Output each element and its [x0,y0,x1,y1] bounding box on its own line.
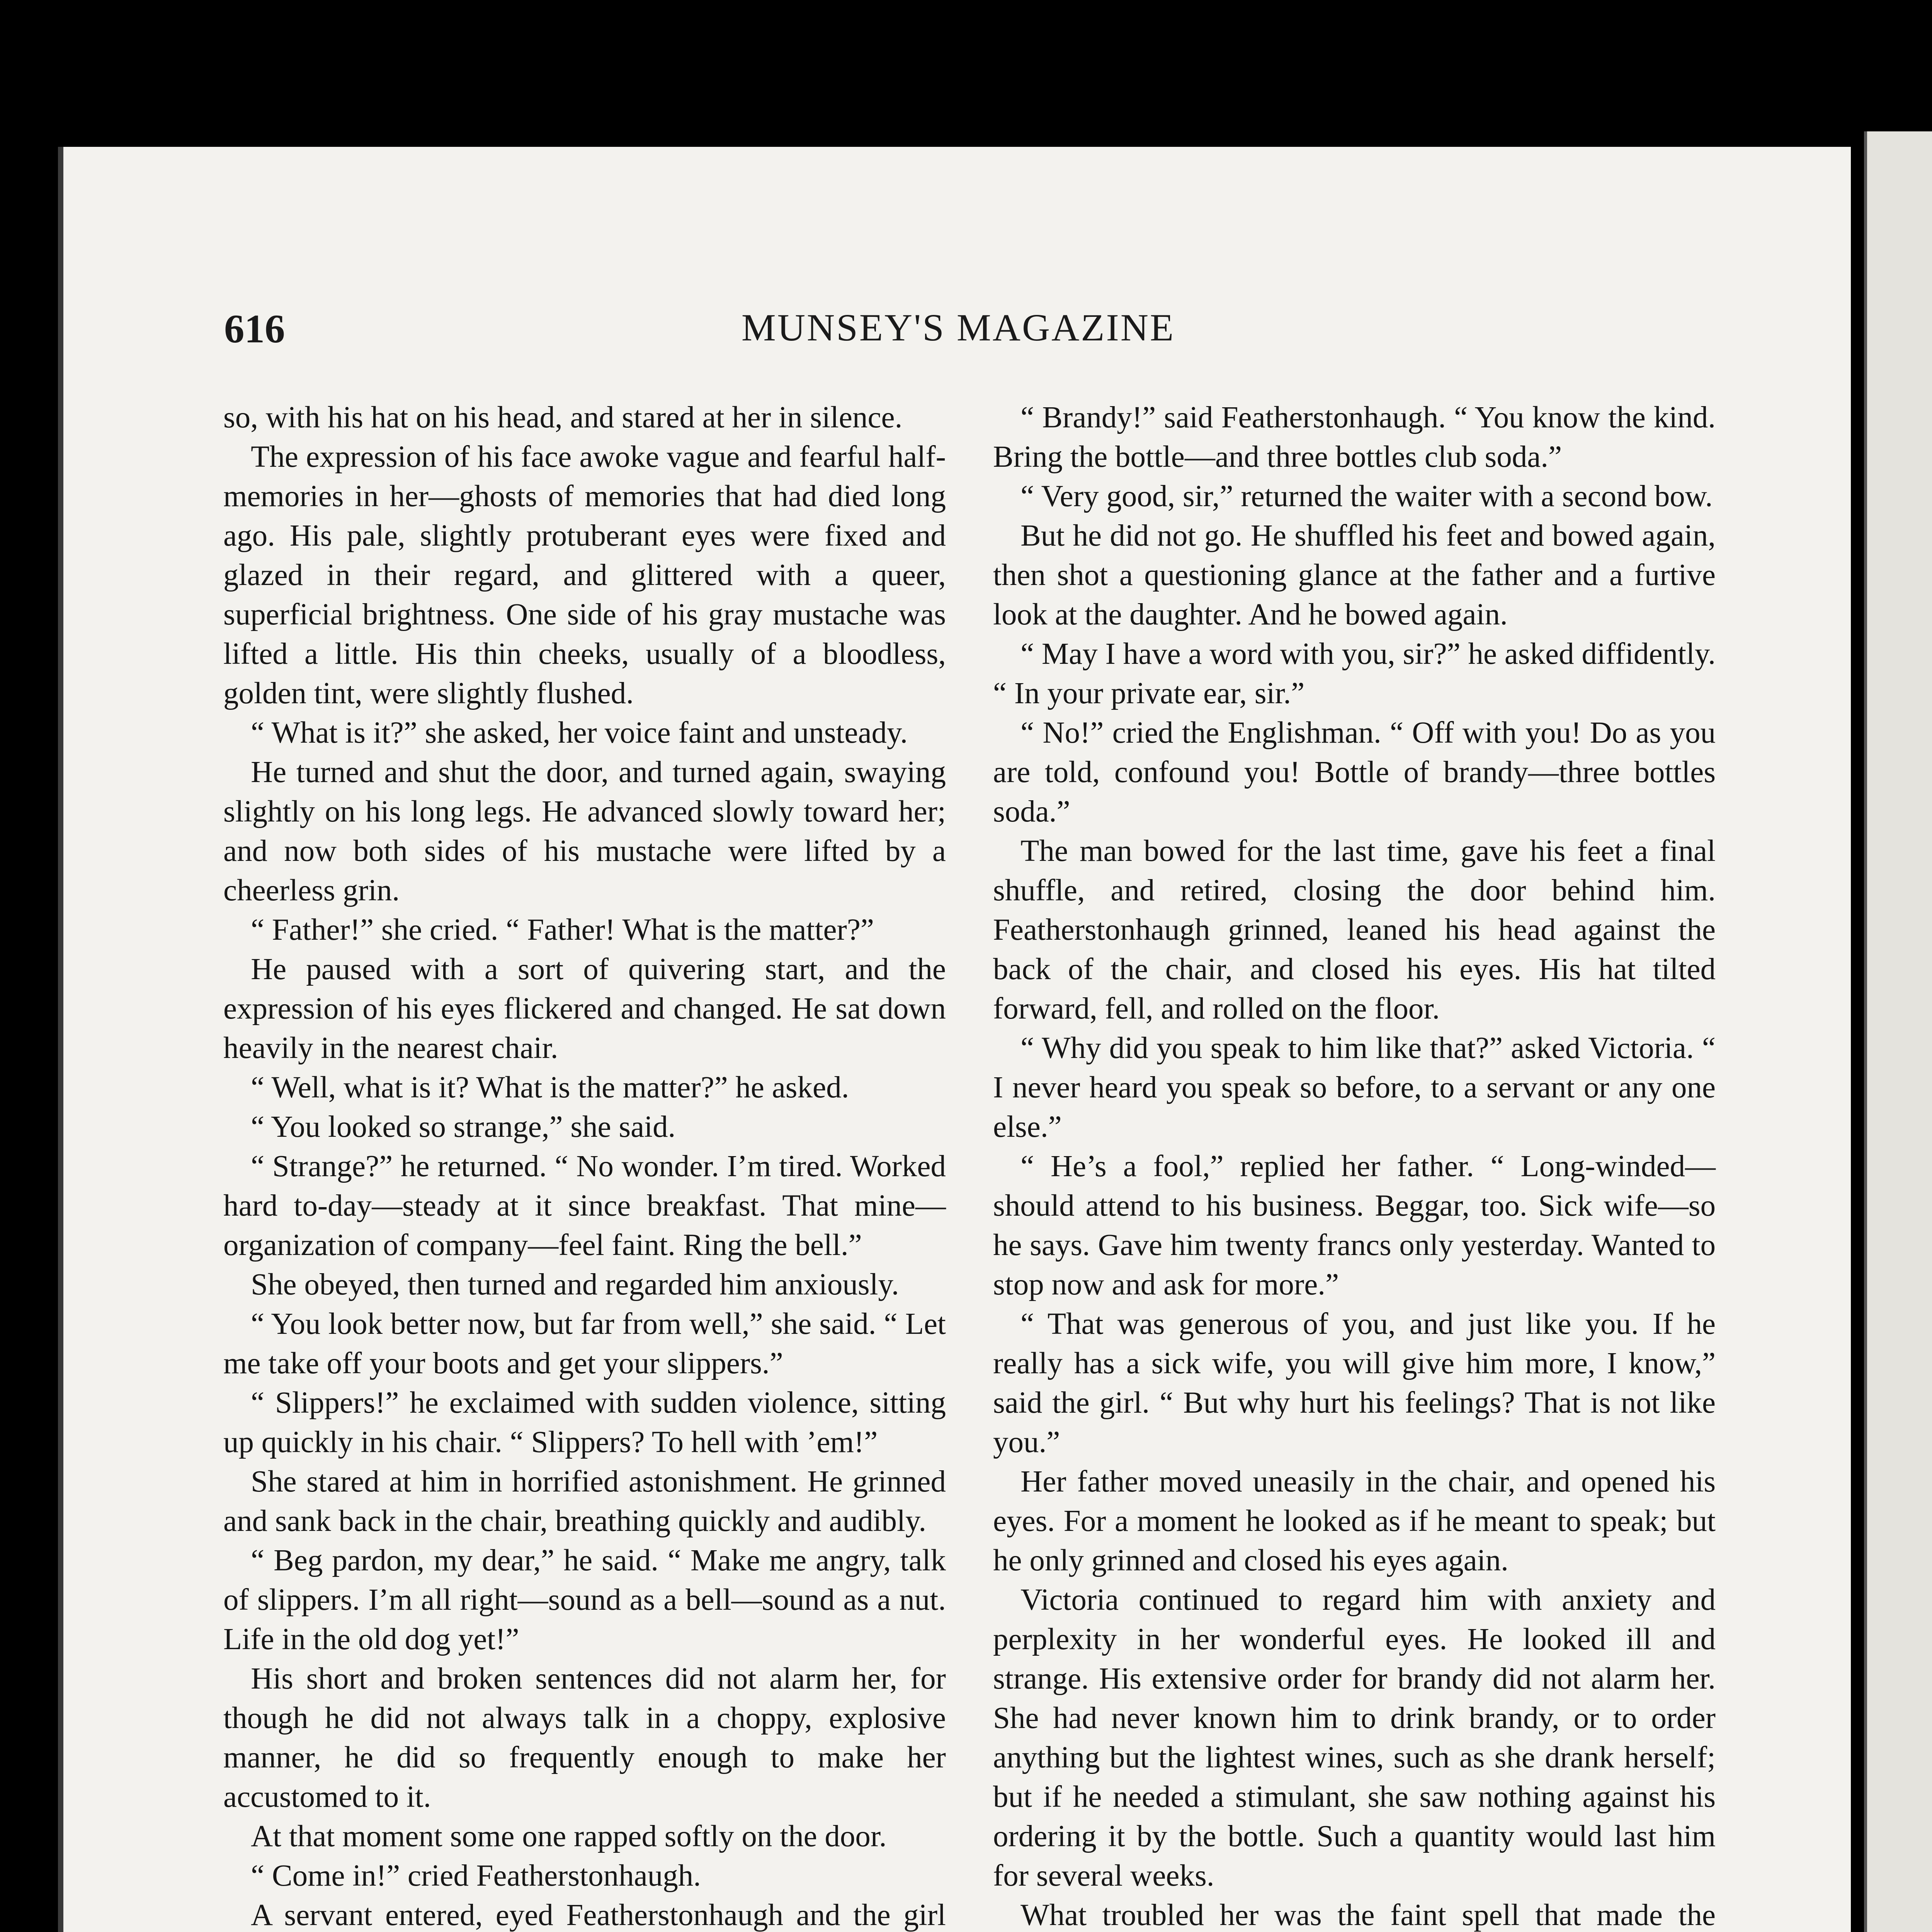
facing-page-edge [1864,131,1932,1932]
right-text-column [993,398,1716,1932]
paragraph: But he did not go. He shuffled his feet and bowed again, then shot a questioning glance at the father and a furtive look at the daughter. And he bowed again. [993,519,1716,631]
paragraph: “ Brandy!” said Featherstonhaugh. “ You know the kind. Bring the bottle—and three bottles club soda.” [993,401,1716,474]
paragraph: “ Strange?” he returned. “ No wonder. I’m tired. Worked hard to-day—steady at it since breakfast. That mine—organization of company—feel faint. Ring the bell.” [223,1150,946,1262]
paragraph: A servant entered, eyed Featherstonhaugh and the girl [251,1898,946,1932]
paragraph: He turned and shut the door, and turned again, swaying slightly on his long legs. He advanced slowly toward her; and now both sides of his mustache were lifted by a cheerless grin. [223,755,946,907]
paragraph: “ That was generous of you, and just like you. If he really has a sick wife, you will give him more, I know,” said the girl. “ But why hurt his feelings? That is not like you.” [993,1307,1716,1459]
page-header [214,305,1702,359]
page-number: 616 [224,306,285,351]
paragraph: The expression of his face awoke vague and fearful half-memories in her—ghosts of memories that had died long ago. His pale, slightly protuberant eyes were fixed and glazed in their regard, and glittered with a queer, superficial brightness. One side of his gray mustache was lifted a little. His thin cheeks, usually of a bloodless, golden tint, were slightly flushed. [223,440,946,710]
paragraph: His short and broken sentences did not alarm her, for though he did not always talk in a choppy, explosive manner, he did so frequently enough to make her accustomed to it. [223,1662,946,1814]
paragraph: “ Why did you speak to him like that?” asked Victoria. “ I never heard you speak so before, to a servant or any one else.” [993,1031,1716,1144]
paragraph: “ Slippers!” he exclaimed with sudden violence, sitting up quickly in his chair. “ Slippers? To hell with ’em!” [223,1386,946,1459]
paragraph: “ No!” cried the Englishman. “ Off with you! Do as you are told, confound you! Bottle of brandy—three bottles soda.” [993,716,1716,828]
paragraph: “ You looked so strange,” she said. [251,1110,676,1144]
paragraph: so, with his hat on his head, and stared at her in silence. [223,401,903,434]
paragraph: Victoria continued to regard him with anxiety and perplexity in her wonderful eyes. He looked ill and strange. His extensive order for brandy did not alarm her. She had never known him to drink brandy, or to order anything but the lightest wines, such as she drank herself; but if he needed a stimulant, she saw nothing against his ordering it by the bottle. Such a quantity would last him for several weeks. [993,1583,1716,1893]
paragraph: “ Father!” she cried. “ Father! What is the matter?” [251,913,874,947]
paragraph: She obeyed, then turned and regarded him anxiously. [251,1268,899,1301]
paragraph: “ You look better now, but far from well,” she said. “ Let me take off your boots and get your slippers.” [223,1307,946,1380]
paragraph: Her father moved uneasily in the chair, and opened his eyes. For a moment he looked as if he meant to speak; but he only grinned and closed his eyes again. [993,1465,1716,1577]
paragraph: “ Beg pardon, my dear,” he said. “ Make me angry, talk of slippers. I’m all right—sound as a bell—sound as a nut. Life in the old dog yet!” [223,1544,946,1656]
paragraph: She stared at him in horrified astonishment. He grinned and sank back in the chair, breathing quickly and audibly. [223,1465,946,1538]
running-title: MUNSEY'S MAGAZINE [741,306,1175,349]
paragraph: The man bowed for the last time, gave his feet a final shuffle, and retired, closing the door behind him. Featherstonhaugh grinned, leaned his head against the back of the chair, and closed his eyes. His hat tilted forward, fell, and rolled on the floor. [993,834,1716,1026]
paragraph: “ What is it?” she asked, her voice faint and unsteady. [251,716,908,750]
page-gutter [1851,116,1864,1932]
paragraph: “ Very good, sir,” returned the waiter with a second bow. [1020,480,1713,513]
paragraph: “ Well, what is it? What is the matter?” he asked. [251,1071,849,1104]
left-text-column [223,398,946,1932]
paragraph: “ May I have a word with you, sir?” he asked diffidently. “ In your private ear, sir.” [993,637,1716,710]
paragraph: What troubled her was the faint spell that made the [1020,1898,1716,1932]
paragraph: At that moment some one rapped softly on the door. [251,1820,887,1853]
paragraph: “ He’s a fool,” replied her father. “ Long-winded—should attend to his business. Beggar, too. Sick wife—so he says. Gave him twenty francs only yesterday. Wanted to stop now and ask for more.” [993,1150,1716,1301]
paragraph: He paused with a sort of quivering start, and the expression of his eyes flickered and changed. He sat down heavily in the nearest chair. [223,952,946,1065]
paragraph: “ Come in!” cried Featherstonhaugh. [251,1859,701,1893]
